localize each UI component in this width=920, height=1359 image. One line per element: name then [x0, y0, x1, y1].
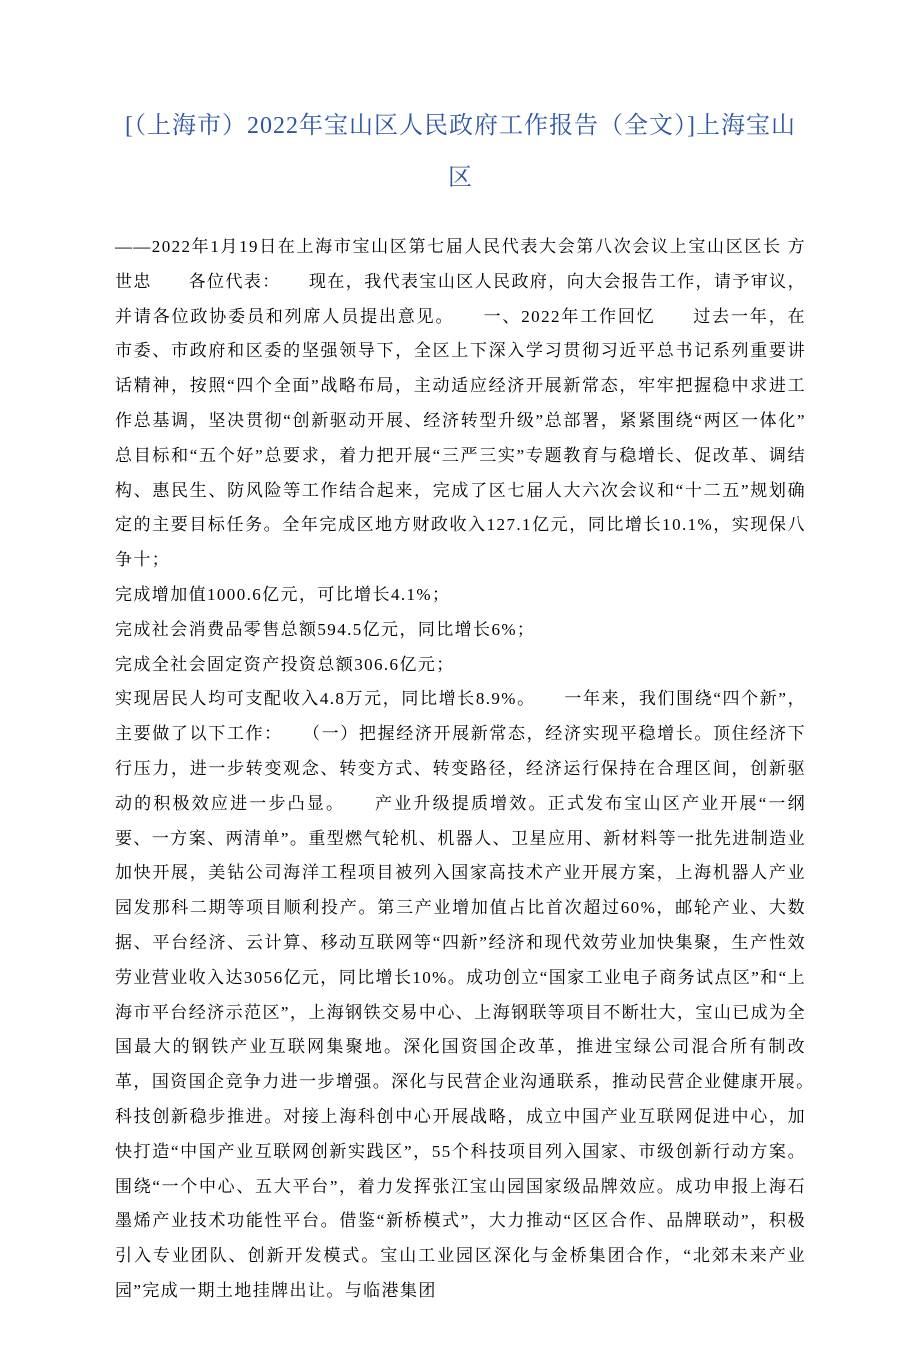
paragraph-main-work: 实现居民人均可支配收入4.8万元，同比增长8.9%。 一年来，我们围绕“四个新”，主要做了以下工作： （一）把握经济开展新常态，经济实现平稳增长。顶住经济下行压力，进一步转变观念、转变方式、转变路径，经济运行保持在合理区间，创新驱动的积极效应进一步凸显。 产业升级提质增效。正式发布宝山区产业开展“一纲要、一方案、两清单”。重型燃气轮机、机器人、卫星应用、新材料等一批先进制造业加快开展，美钻公司海洋工程项目被列入国家高技术产业开展方案，上海机器人产业园发那科二期等项目顺利投产。第三产业增加值占比首次超过60%，邮轮产业、大数据、平台经济、云计算、移动互联网等“四新”经济和现代效劳业加快集聚，生产性效劳业营业收入达3056亿元，同比增长10%。成功创立“国家工业电子商务试点区”和“上海市平台经济示范区”，上海钢铁交易中心、上海钢联等项目不断壮大，宝山已成为全国最大的钢铁产业互联网集聚地。深化国资国企改革，推进宝绿公司混合所有制改革，国资国企竞争力进一步增强。深化与民营企业沟通联系，推动民营企业健康开展。 科技创新稳步推进。对接上海科创中心开展战略，成立中国产业互联网促进中心，加快打造“中国产业互联网创新实践区”，55个科技项目列入国家、市级创新行动方案。围绕“一个中心、五大平台”，着力发挥张江宝山园国家级品牌效应。成功申报上海石墨烯产业技术功能性平台。借鉴“新桥模式”，大力推动“区区合作、品牌联动”，积极引入专业团队、创新开发模式。宝山工业园区深化与金桥集团合作，“北郊未来产业园”完成一期土地挂牌出让。与临港集团	[115, 689, 843, 1300]
paragraph-intro: ——2022年1月19日在上海市宝山区第七届人民代表大会第八次会议上宝山区区长 方世忠 各位代表： 现在，我代表宝山区人民政府，向大会报告工作，请予审议，并请各位政协委员和列席人员提出意见。 一、2022年工作回忆 过去一年，在市委、市政府和区委的坚强领导下，全区上下深入学习贯彻习近平总书记系列重要讲话精神，按照“四个全面”战略布局，主动适应经济开展新常态，牢牢把握稳中求进工作总基调，坚决贯彻“创新驱动开展、经济转型升级”总部署，紧紧围绕“两区一体化”总目标和“五个好”总要求，着力把开展“三严三实”专题教育与稳增长、促改革、调结构、惠民生、防风险等工作结合起来，完成了区七届人大六次会议和“十二五”规划确定的主要目标任务。全年完成区地方财政收入127.1亿元，同比增长10.1%，实现保八争十；	[115, 237, 806, 570]
document-body	[115, 230, 843, 1309]
paragraph-added-value: 完成增加值1000.6亿元，可比增长4.1%；	[115, 584, 451, 604]
paragraph-retail-sales: 完成社会消费品零售总额594.5亿元，同比增长6%；	[115, 619, 536, 639]
paragraph-fixed-investment: 完成全社会固定资产投资总额306.6亿元；	[115, 654, 455, 674]
document-title: [（上海市）2022年宝山区人民政府工作报告（全文）]上海宝山区	[125, 113, 796, 191]
